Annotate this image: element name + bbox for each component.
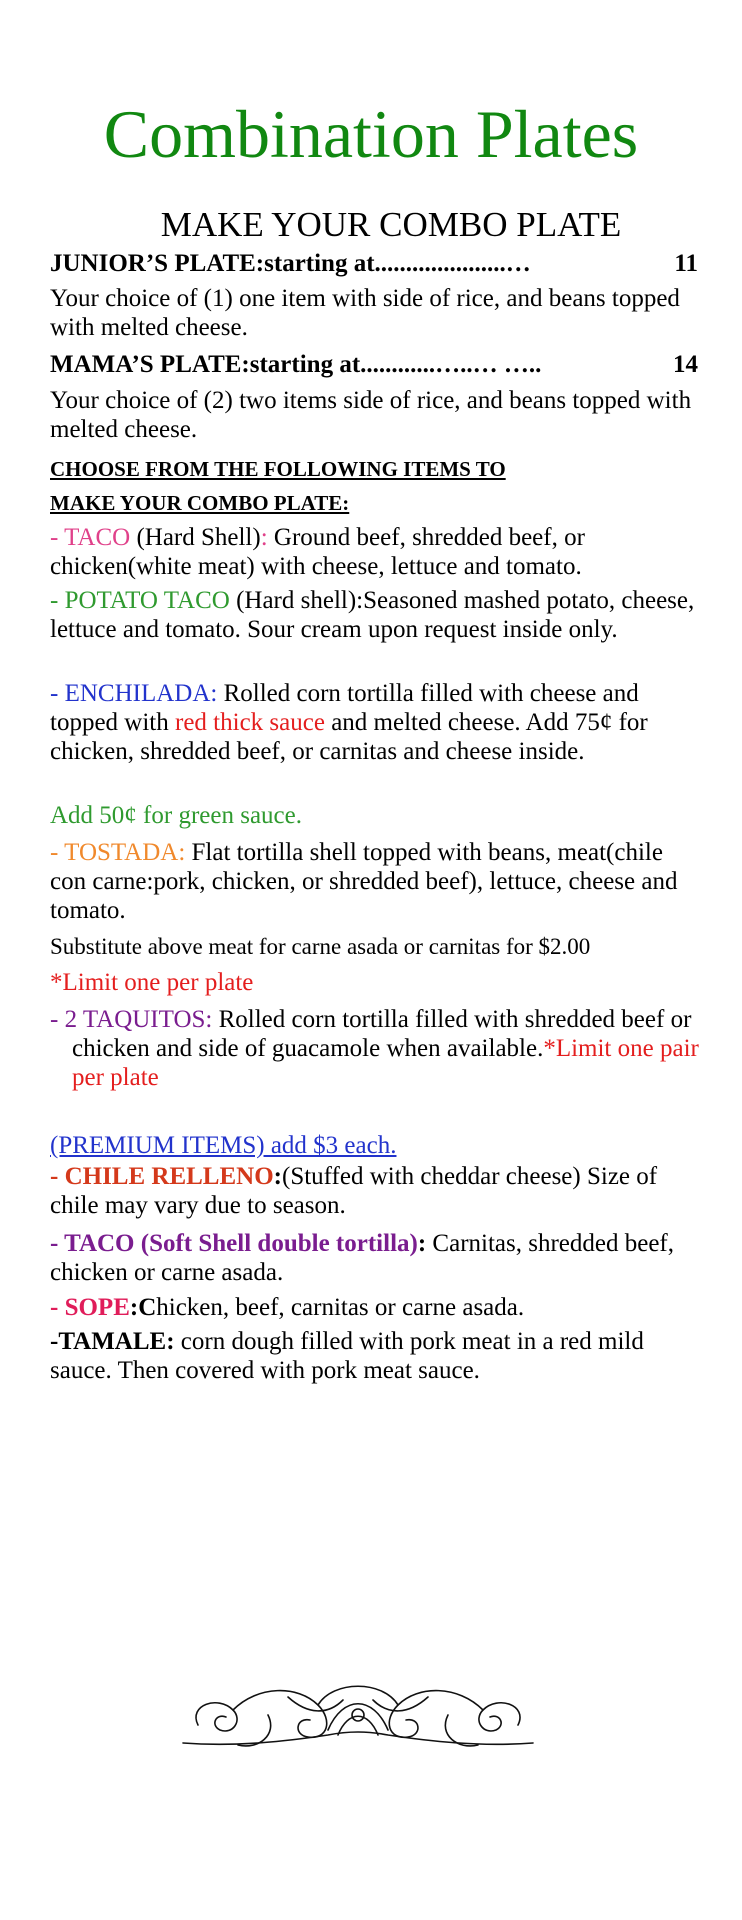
item-tostada — [50, 838, 700, 925]
item-taco — [50, 523, 700, 581]
item-soft-taco-colon: : — [417, 1230, 427, 1257]
substitute-note: Substitute above meat for carne asada or carnitas for $2.00 — [50, 934, 591, 959]
choose-line-2: MAKE YOUR COMBO PLATE: — [50, 491, 350, 515]
item-enchilada-sauce: red thick sauce — [175, 709, 325, 736]
mama-plate-description: Your choice of (2) two items side of rice, and beans topped with melted cheese. — [50, 387, 692, 443]
item-taquitos-name: - 2 TAQUITOS: — [50, 1006, 213, 1033]
page-title: Combination Plates — [103, 96, 639, 172]
item-chile-relleno — [50, 1162, 700, 1220]
choose-items-heading — [50, 452, 700, 520]
item-taquitos — [50, 1005, 722, 1092]
item-chile-relleno-colon: : — [273, 1163, 282, 1190]
item-tamale — [50, 1327, 700, 1385]
item-sope-colon: :C — [129, 1294, 157, 1321]
page-subtitle: MAKE YOUR COMBO PLATE — [160, 205, 622, 244]
mama-plate-price: 14 — [673, 351, 698, 378]
junior-plate-section — [50, 249, 700, 342]
item-chile-relleno-desc: (Stuffed with cheddar cheese) Size of chile may vary due to season. — [50, 1163, 658, 1219]
mama-plate-label: MAMA’S PLATE:starting at............…..… ….. — [50, 351, 542, 378]
junior-plate-label: JUNIOR’S PLATE:starting at.....................… — [50, 250, 531, 277]
scroll-flourish-icon — [178, 1675, 538, 1755]
mama-plate-heading — [50, 350, 700, 379]
mama-plate-section — [50, 350, 700, 444]
item-taquitos-desc: Rolled corn tortilla filled with shredded beef or chicken and side of guacamole when available. — [72, 1006, 692, 1062]
item-tamale-name: -TAMALE: — [50, 1328, 175, 1355]
item-potato-taco-desc: (Hard shell):Seasoned mashed potato, cheese, lettuce and tomato. Sour cream upon request inside only. — [50, 587, 695, 643]
item-taco-name: - TACO — [50, 524, 131, 551]
item-soft-taco — [50, 1229, 700, 1287]
item-enchilada-name: - ENCHILADA: — [50, 680, 218, 707]
green-sauce-note: Add 50¢ for green sauce. — [50, 802, 302, 829]
item-sope-desc: hicken, beef, carnitas or carne asada. — [156, 1294, 525, 1321]
item-enchilada — [50, 679, 700, 766]
item-enchilada-desc-2: and melted cheese. Add 75¢ for chicken, shredded beef, or carnitas and cheese inside. — [50, 709, 648, 765]
junior-plate-description: Your choice of (1) one item with side of rice, and beans topped with melted cheese. — [50, 285, 680, 341]
item-potato-taco-name: - POTATO TACO — [50, 587, 230, 614]
item-chile-relleno-name: - CHILE RELLENO — [50, 1163, 274, 1190]
item-soft-taco-name: - TACO (Soft Shell double tortilla) — [50, 1230, 418, 1257]
limit-one-per-plate: *Limit one per plate — [50, 969, 254, 996]
junior-plate-heading — [50, 249, 700, 278]
item-tamale-desc: corn dough filled with pork meat in a red mild sauce. Then covered with pork meat sauce. — [50, 1328, 644, 1384]
item-tostada-desc: Flat tortilla shell topped with beans, meat(chile con carne:pork, chicken, or shredded beef), lettuce, cheese and tomato. — [50, 839, 678, 924]
item-sope — [50, 1293, 700, 1322]
choose-line-1: CHOOSE FROM THE FOLLOWING ITEMS TO — [50, 457, 506, 481]
item-soft-taco-desc: Carnitas, shredded beef, chicken or carne asada. — [50, 1230, 674, 1286]
item-enchilada-desc-1: Rolled corn tortilla filled with cheese and topped with — [50, 680, 639, 736]
junior-plate-price: 11 — [674, 250, 698, 277]
item-taco-colon: : — [260, 524, 268, 551]
premium-items-header[interactable]: (PREMIUM ITEMS) add $3 each. — [50, 1132, 397, 1159]
item-potato-taco — [50, 586, 700, 644]
item-taquitos-limit: *Limit one pair per plate — [72, 1035, 699, 1091]
item-tostada-name: - TOSTADA: — [50, 839, 186, 866]
item-taco-desc: Ground beef, shredded beef, or chicken(white meat) with cheese, lettuce and tomato. — [50, 524, 585, 580]
item-taco-shell: (Hard Shell) — [130, 524, 261, 551]
item-sope-name: - SOPE — [50, 1294, 130, 1321]
